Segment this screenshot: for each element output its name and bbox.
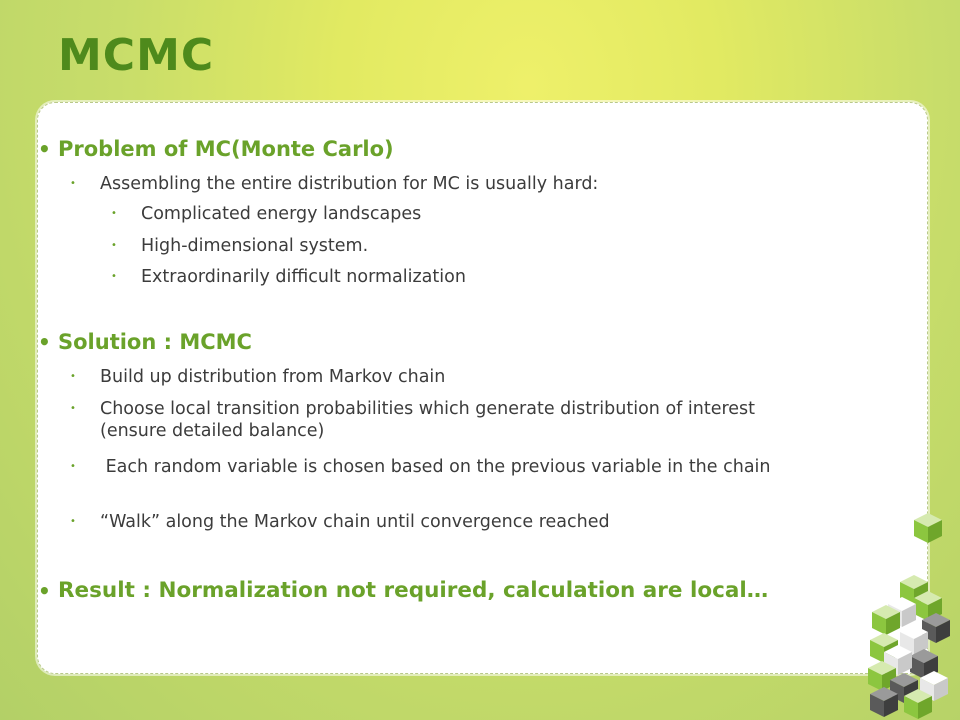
section-heading-problem (38, 136, 878, 162)
list-item (70, 511, 820, 533)
section-heading-result (38, 578, 878, 604)
bullet-icon: • (70, 461, 76, 472)
list-item (70, 366, 820, 388)
bullet-icon: • (38, 330, 51, 354)
bullet-icon: • (111, 208, 117, 219)
bullet-icon: • (70, 403, 76, 414)
section-heading-text: Solution : MCMC (58, 330, 252, 354)
list-item-text: Build up distribution from Markov chain (100, 367, 446, 387)
list-item (70, 173, 820, 195)
list-item-text: Each random variable is chosen based on the previous variable in the chain (100, 457, 771, 477)
list-item-text: High-dimensional system. (141, 236, 369, 256)
bullet-icon: • (111, 240, 117, 251)
bullet-icon: • (38, 579, 51, 603)
sub-list-item (111, 266, 841, 288)
bullet-icon: • (38, 137, 51, 161)
section-heading-text: Problem of MC(Monte Carlo) (58, 137, 394, 161)
bullet-icon: • (111, 271, 117, 282)
section-heading-text: Result : Normalization not required, calculation are local… (58, 578, 769, 603)
slide-title: MCMC (58, 30, 215, 81)
sub-list-item (111, 235, 841, 257)
bullet-icon: • (70, 371, 76, 382)
bullet-icon: • (70, 516, 76, 527)
list-item-text: “Walk” along the Markov chain until convergence reached (100, 512, 610, 532)
section-heading-solution (38, 329, 878, 355)
bullet-icon: • (70, 178, 76, 189)
list-item (70, 456, 820, 478)
decorative-cubes-graphic (860, 505, 960, 720)
list-item-text: Complicated energy landscapes (141, 204, 422, 224)
list-item-text: Assembling the entire distribution for MC is usually hard: (100, 174, 599, 194)
list-item (70, 398, 820, 442)
list-item-text: Extraordinarily difficult normalization (141, 267, 466, 287)
list-item-text: Choose local transition probabilities which generate distribution of interest (ensure detailed balance) (100, 399, 756, 441)
sub-list-item (111, 203, 841, 225)
